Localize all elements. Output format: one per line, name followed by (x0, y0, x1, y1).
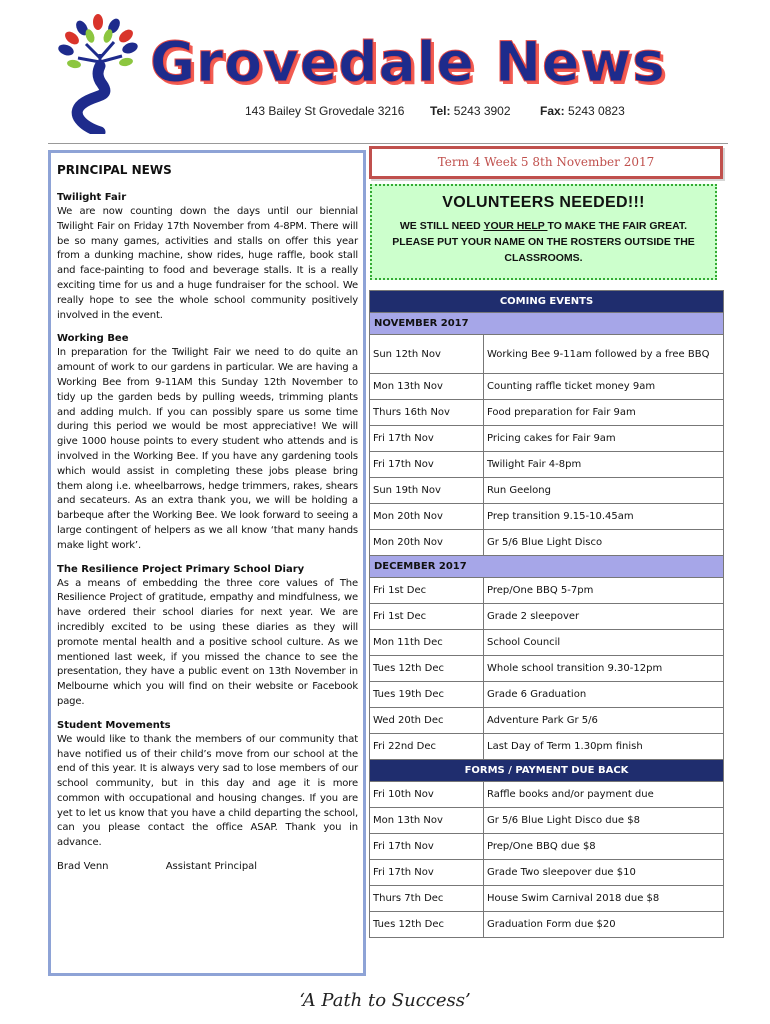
school-motto: ‘A Path to Success’ (299, 990, 471, 1011)
resilience-diary-heading: The Resilience Project Primary School Diary (57, 563, 305, 575)
student-movements-text: We would like to thank the members of our community that have notified us of their child’s move from our school at the end of this year. It is always very sad to lose members of our school community, but in this day and age it is more common with occupational and housing changes. If you are yet to let us know that you have a child departing the school, can you please contact the office ASAP. Thank you in advance. (57, 733, 358, 849)
december-heading: DECEMBER 2017 (370, 556, 724, 578)
event-description: Counting raffle ticket money 9am (484, 374, 724, 400)
forms-payment-heading: FORMS / PAYMENT DUE BACK (370, 760, 724, 782)
table-row (370, 426, 724, 452)
table-row (370, 782, 724, 808)
table-row (370, 860, 724, 886)
volunteers-message (372, 218, 715, 266)
table-row (370, 886, 724, 912)
volunteers-callout (370, 184, 717, 280)
form-due-date: Tues 12th Dec (370, 912, 484, 938)
table-row (370, 912, 724, 938)
table-row (370, 374, 724, 400)
event-description: Whole school transition 9.30-12pm (484, 656, 724, 682)
event-date: Fri 22nd Dec (370, 734, 484, 760)
tel-label: Tel: (430, 104, 451, 118)
november-heading: NOVEMBER 2017 (370, 313, 724, 335)
working-bee-heading: Working Bee (57, 333, 129, 345)
coming-events-heading: COMING EVENTS (370, 291, 724, 313)
masthead-divider (48, 143, 728, 144)
event-date: Fri 1st Dec (370, 604, 484, 630)
form-due-date: Fri 17th Nov (370, 834, 484, 860)
fax-number: 5243 0823 (568, 104, 625, 118)
table-row (370, 452, 724, 478)
event-description: Grade 6 Graduation (484, 682, 724, 708)
event-date: Sun 12th Nov (370, 335, 484, 374)
event-description: Food preparation for Fair 9am (484, 400, 724, 426)
principal-news-heading: PRINCIPAL NEWS (57, 163, 172, 177)
form-item: House Swim Carnival 2018 due $8 (484, 886, 724, 912)
form-item: Graduation Form due $20 (484, 912, 724, 938)
form-due-date: Thurs 7th Dec (370, 886, 484, 912)
event-date: Mon 20th Nov (370, 504, 484, 530)
form-due-date: Fri 10th Nov (370, 782, 484, 808)
event-description: Run Geelong (484, 478, 724, 504)
event-date: Thurs 16th Nov (370, 400, 484, 426)
event-date: Fri 17th Nov (370, 452, 484, 478)
twilight-fair-heading: Twilight Fair (57, 192, 127, 203)
table-row (370, 630, 724, 656)
table-row (370, 504, 724, 530)
form-due-date: Mon 13th Nov (370, 808, 484, 834)
form-due-date: Fri 17th Nov (370, 860, 484, 886)
school-fax (540, 104, 625, 118)
tel-number: 5243 3902 (453, 104, 511, 118)
table-row (370, 834, 724, 860)
event-date: Tues 12th Dec (370, 656, 484, 682)
event-date: Mon 11th Dec (370, 630, 484, 656)
event-description: Twilight Fair 4-8pm (484, 452, 724, 478)
volunteers-title: VOLUNTEERS NEEDED!!! (442, 194, 645, 211)
table-row (370, 578, 724, 604)
newsletter-title: Grovedale News (150, 30, 666, 94)
table-row (370, 708, 724, 734)
table-row (370, 478, 724, 504)
event-description: Last Day of Term 1.30pm finish (484, 734, 724, 760)
event-date: Sun 19th Nov (370, 478, 484, 504)
principal-news-panel (48, 150, 366, 976)
volunteers-message-end: TO MAKE THE FAIR GREAT. PLEASE PUT YOUR NAME ON THE ROSTERS OUTSIDE THE CLASSROOMS. (392, 220, 695, 264)
event-description: Grade 2 sleepover (484, 604, 724, 630)
event-date: Tues 19th Dec (370, 682, 484, 708)
table-row (370, 400, 724, 426)
table-row (370, 530, 724, 556)
coming-events-table (369, 290, 724, 938)
fax-label: Fax: (540, 104, 565, 118)
event-date: Fri 1st Dec (370, 578, 484, 604)
working-bee-text: In preparation for the Twilight Fair we need to do quite an amount of work to our gardens in particular. We are having a Working Bee from 9-11AM this Sunday 12th November to tidy up the garden beds by pulling weeds, trimming plants and adding mulch. If you can possibly spare us some time during this period we would be most appreciative! We will give 1000 house points to every student who attends and is involved in the Working Bee. If you have any gardening tools which would assist in completing these jobs please bring them along i.e. wheelbarrows, hedge trimmers, rakes, shears and secateurs. As an extra thank you, we will be holding a barbeque after the Working Bee. We look forward to seeing a large contingent of helpers as we all know ‘that many hands make light work’. (57, 347, 358, 551)
form-item: Gr 5/6 Blue Light Disco due $8 (484, 808, 724, 834)
event-date: Mon 13th Nov (370, 374, 484, 400)
school-telephone (430, 104, 511, 118)
student-movements-heading: Student Movements (57, 719, 171, 731)
resilience-diary-text: As a means of embedding the three core values of The Resilience Project of gratitude, empathy and mindfulness, we have ordered their school diaries for next year. We are incredibly excited to be using these diaries as they will promote mental health and a positive school culture. As we mentioned last week, if you missed the chance to see the presentation, they have a public event on 13th November in Melbourne which you will find on their website or Facebook page. (57, 577, 358, 707)
volunteers-message-emphasis: YOUR HELP (483, 220, 548, 232)
form-item: Prep/One BBQ due $8 (484, 834, 724, 860)
event-description: Adventure Park Gr 5/6 (484, 708, 724, 734)
event-date: Mon 20th Nov (370, 530, 484, 556)
signature (57, 861, 358, 872)
table-row (370, 808, 724, 834)
event-date: Wed 20th Dec (370, 708, 484, 734)
school-address: 143 Bailey St Grovedale 3216 (245, 104, 405, 118)
twilight-fair-text: We are now counting down the days until our biennial Twilight Fair on Friday 17th November from 4-8PM. There will be so many games, activities and stalls on offer this year from a dunking machine, show rides, huge raffle, book stall and face-painting to food and beverage stalls. It is a really exciting time for us and a huge fundraiser for the school. We really hope to see the whole school community positively involved in the event. (57, 206, 358, 321)
event-description: Gr 5/6 Blue Light Disco (484, 530, 724, 556)
form-item: Grade Two sleepover due $10 (484, 860, 724, 886)
table-row (370, 656, 724, 682)
table-row (370, 604, 724, 630)
term-date-banner: Term 4 Week 5 8th November 2017 (369, 146, 723, 179)
table-row (370, 734, 724, 760)
event-description: Prep transition 9.15-10.45am (484, 504, 724, 530)
table-row (370, 335, 724, 374)
event-description: Prep/One BBQ 5-7pm (484, 578, 724, 604)
signature-name: Brad Venn (57, 861, 109, 873)
signature-role: Assistant Principal (165, 861, 258, 873)
volunteers-message-start: WE STILL NEED (399, 220, 484, 232)
event-description: School Council (484, 630, 724, 656)
event-date: Fri 17th Nov (370, 426, 484, 452)
school-tree-logo-icon (52, 14, 144, 134)
event-description: Working Bee 9-11am followed by a free BBQ (484, 335, 724, 374)
table-row (370, 682, 724, 708)
form-item: Raffle books and/or payment due (484, 782, 724, 808)
event-description: Pricing cakes for Fair 9am (484, 426, 724, 452)
